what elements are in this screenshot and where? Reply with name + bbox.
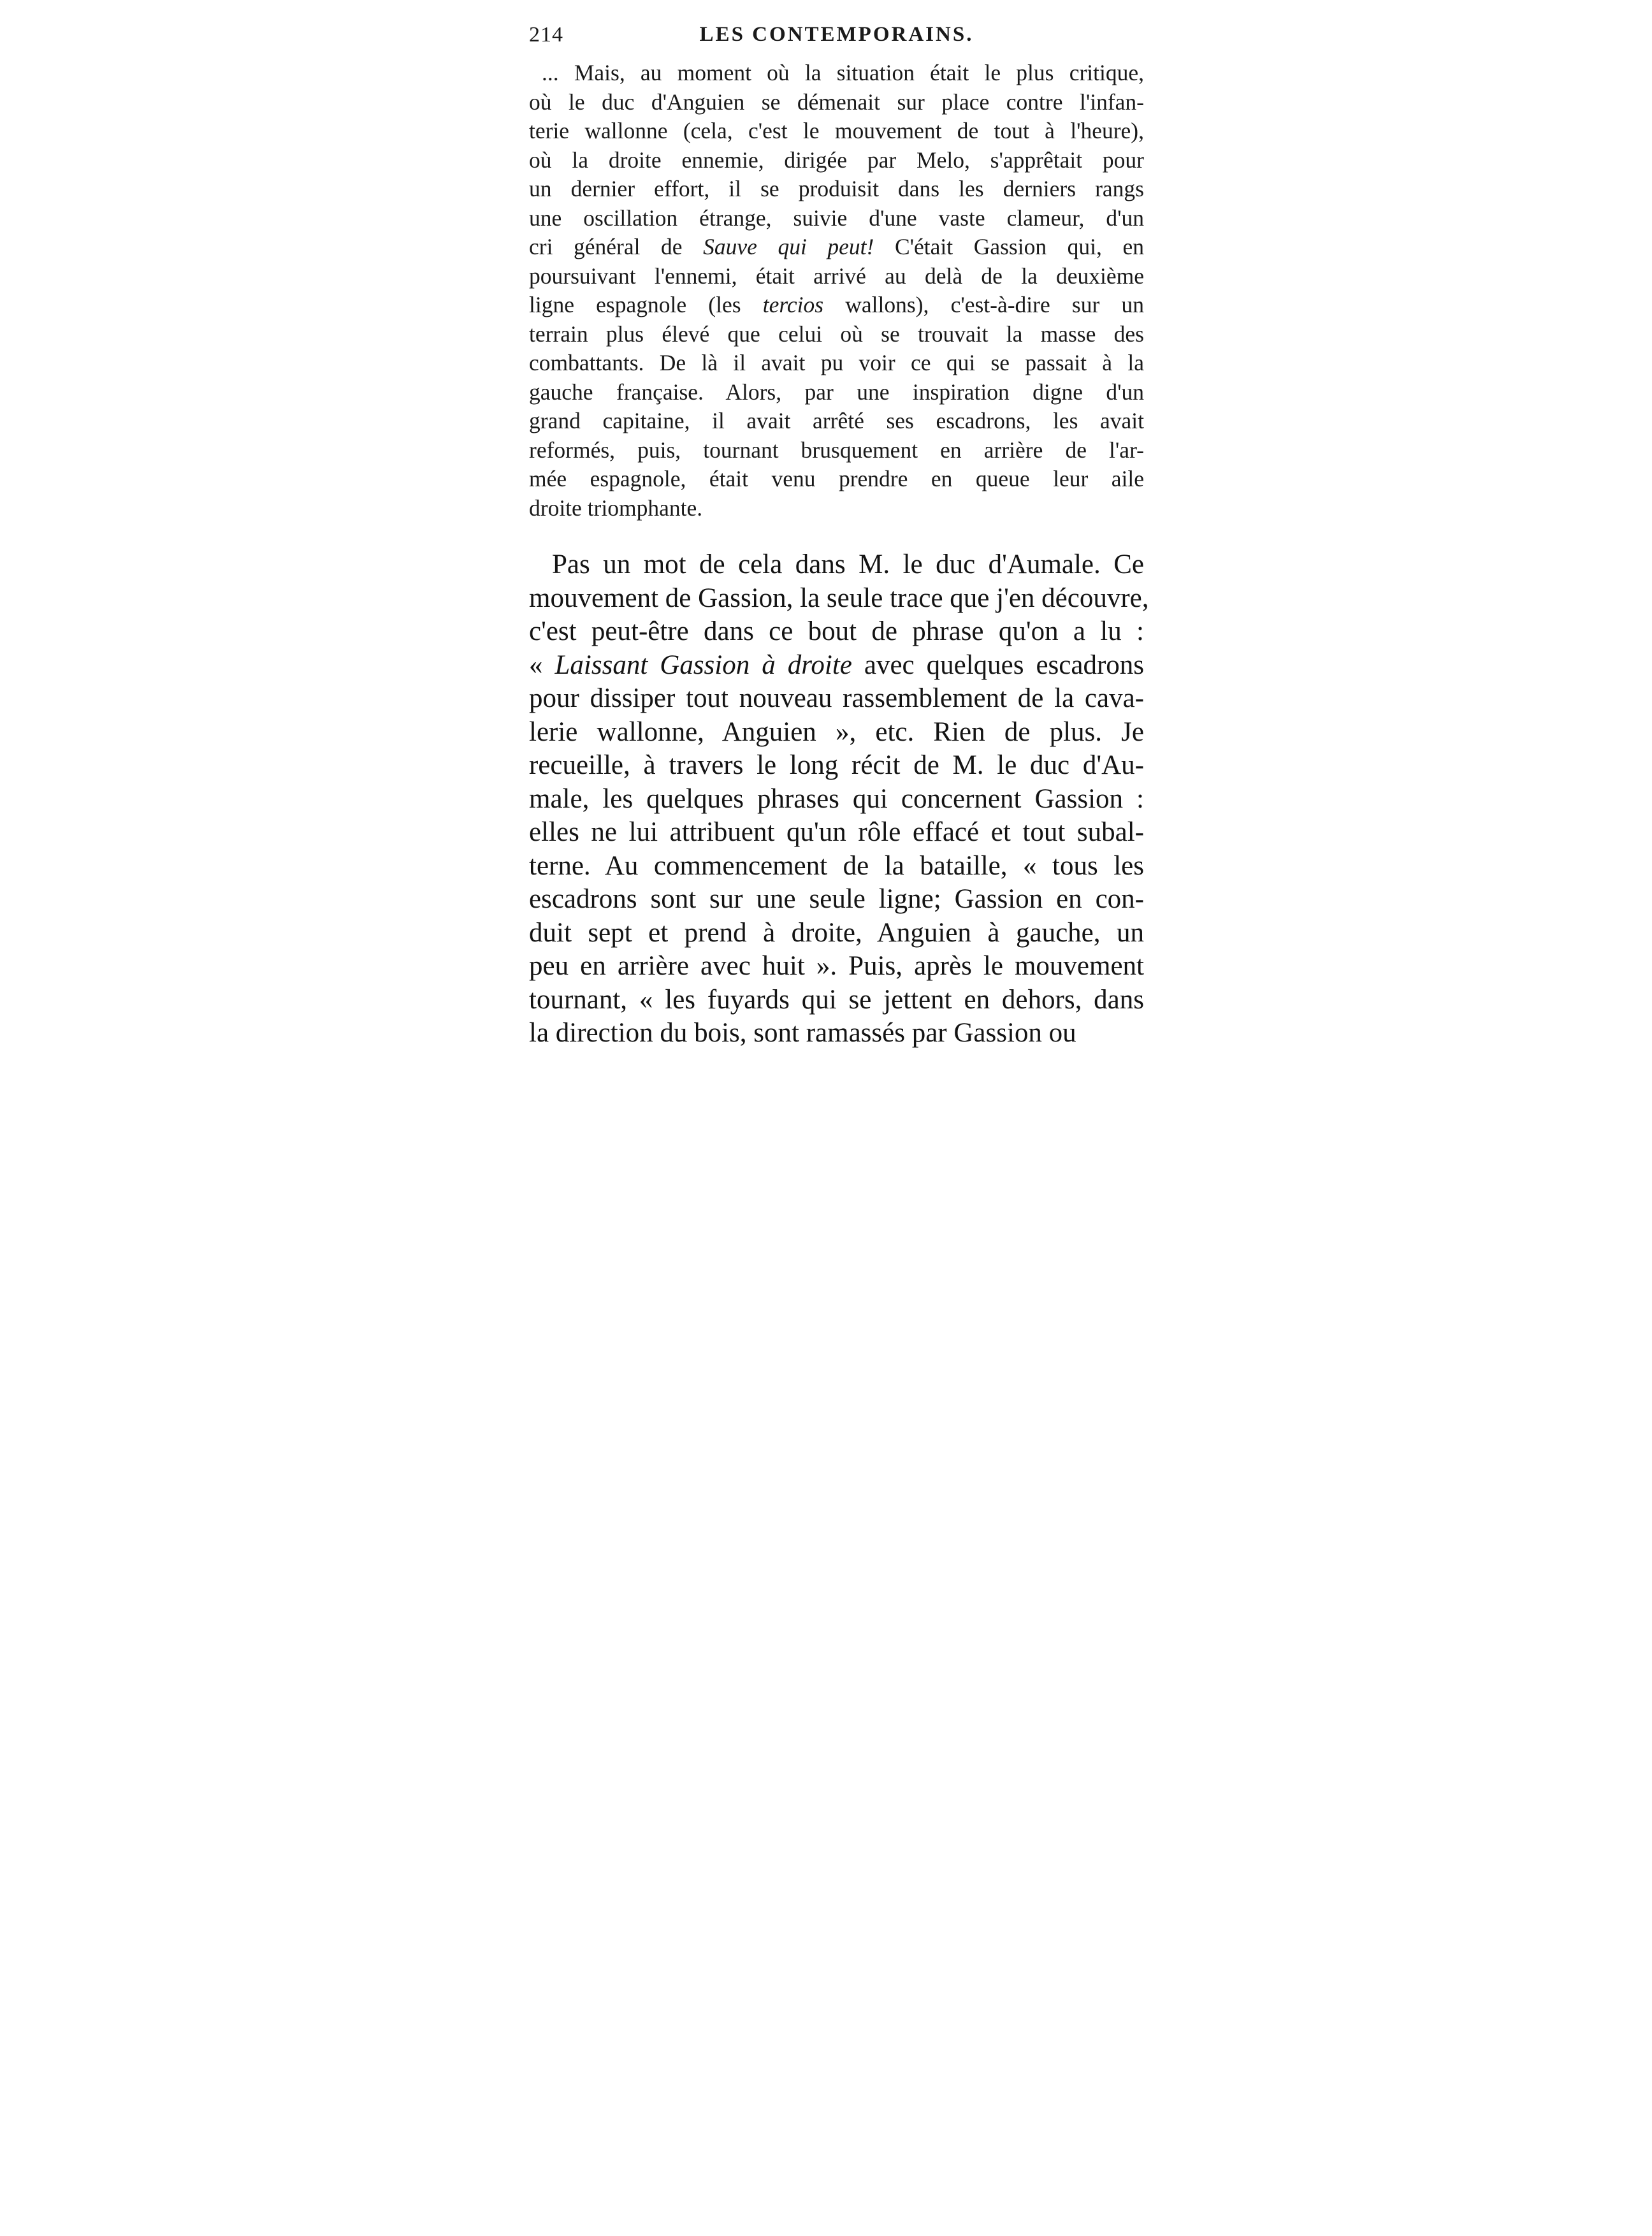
text-line: escadrons sont sur une seule ligne; Gassion en con- [529, 884, 1144, 914]
italic-text: Sauve qui peut! [703, 234, 874, 259]
text-line: peu en arrière avec huit ». Puis, après le mouvement [529, 951, 1144, 981]
text-line: reformés, puis, tournant brusquement en arrière de l'ar- [529, 437, 1144, 463]
text-line: la direction du bois, sont ramassés par Gassion ou [529, 1018, 1076, 1048]
text-line: recueille, à travers le long récit de M. le duc d'Au- [529, 750, 1144, 780]
text-line: pour dissiper tout nouveau rassemblement de la cava- [529, 683, 1144, 713]
running-title: LES CONTEMPORAINS. [699, 23, 974, 46]
text-line: mouvement de Gassion, la seule trace que j'en découvre, [529, 583, 1149, 613]
text-segment: C'était Gassion qui, en [874, 234, 1144, 259]
text-line: terie wallonne (cela, c'est le mouvement de tout à l'heure), [529, 118, 1144, 143]
text-segment: cri général de [529, 234, 704, 259]
text-segment: ligne espagnole (les [529, 292, 763, 317]
text-line: lerie wallonne, Anguien », etc. Rien de plus. Je [529, 716, 1144, 747]
text-line: droite triomphante. [529, 495, 703, 521]
text-line: où la droite ennemie, dirigée par Melo, s'apprêtait pour [529, 147, 1144, 173]
text-line: grand capitaine, il avait arrêté ses escadrons, les avait [529, 408, 1144, 433]
running-head [529, 19, 1144, 59]
text-line: male, les quelques phrases qui concernent Gassion : [529, 783, 1144, 814]
text-line: combattants. De là il avait pu voir ce qui se passait à la [529, 350, 1144, 375]
text-line: c'est peut-être dans ce bout de phrase qu'on a lu : [529, 616, 1144, 646]
body-paragraph [529, 548, 1149, 1050]
text-segment: wallons), c'est-à-dire sur un [823, 292, 1145, 317]
italic-text: Laissant Gassion à droite [554, 650, 852, 680]
text-line: ... Mais, au moment où la situation était le plus critique, [542, 60, 1144, 85]
text-line [529, 649, 1144, 683]
text-line: mée espagnole, était venu prendre en queue leur aile [529, 466, 1144, 491]
text-line: gauche française. Alors, par une inspiration digne d'un [529, 379, 1144, 405]
text-line: une oscillation étrange, suivie d'une vaste clameur, d'un [529, 205, 1144, 231]
text-line: poursuivant l'ennemi, était arrivé au delà de la deuxième [529, 263, 1144, 289]
text-line [529, 291, 1144, 320]
text-line: où le duc d'Anguien se démenait sur place contre l'infan- [529, 89, 1144, 115]
text-line: terrain plus élevé que celui où se trouvait la masse des [529, 321, 1144, 347]
quoted-passage [529, 59, 1144, 523]
text-line: duit sept et prend à droite, Anguien à gauche, un [529, 917, 1144, 948]
text-line: tournant, « les fuyards qui se jettent en dehors, dans [529, 984, 1144, 1015]
text-line: terne. Au commencement de la bataille, « tous les [529, 850, 1144, 881]
text-line: Pas un mot de cela dans M. le duc d'Aumale. Ce [552, 549, 1144, 579]
text-line [529, 233, 1144, 262]
page-number: 214 [529, 23, 563, 47]
italic-text: tercios [762, 292, 824, 317]
text-line: un dernier effort, il se produisit dans les derniers rangs [529, 176, 1144, 201]
text-segment: « [529, 650, 555, 680]
book-page [529, 19, 1149, 1050]
text-line: elles ne lui attribuent qu'un rôle effacé et tout subal- [529, 817, 1144, 847]
text-segment: avec quelques escadrons [851, 650, 1144, 680]
